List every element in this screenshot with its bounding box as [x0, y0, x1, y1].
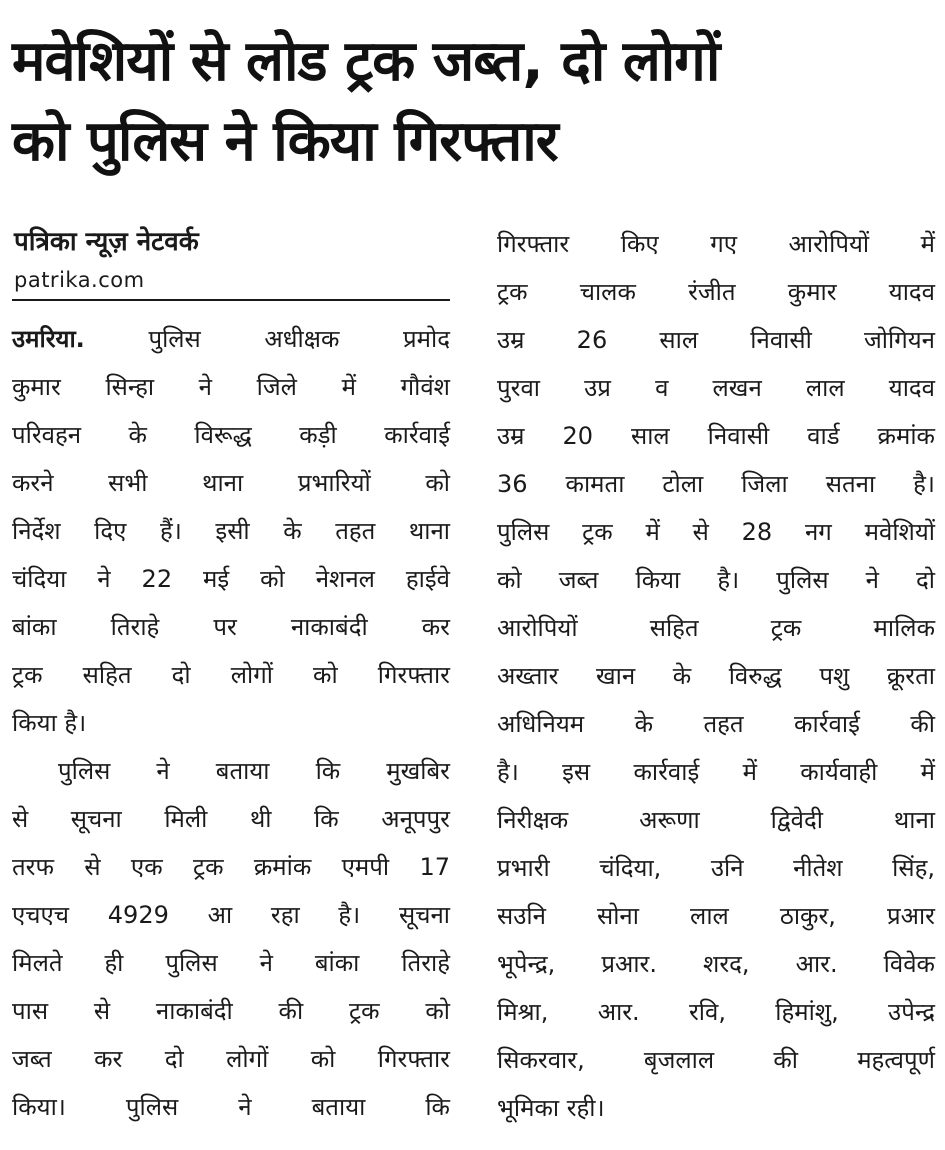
article-line: अख्तार खान के विरुद्ध पशु क्रूरता: [497, 662, 935, 690]
article-line: सउनि सोना लाल ठाकुर, प्रआर: [497, 902, 935, 930]
article-line: मिलते ही पुलिस ने बांका तिराहे: [12, 949, 450, 977]
article-line: जब्त कर दो लोगों को गिरफ्तार: [12, 1045, 450, 1073]
article-line: कुमार सिन्हा ने जिले में गौवंश: [12, 373, 450, 401]
article-line: उम्र 20 साल निवासी वार्ड क्रमांक: [497, 422, 935, 450]
article-line: उम्र 26 साल निवासी जोगियन: [497, 326, 935, 354]
byline: पत्रिका न्यूज़ नेटवर्क: [14, 227, 199, 257]
article-line: पास से नाकाबंदी की ट्रक को: [12, 997, 450, 1025]
article-column-2: [497, 220, 935, 1132]
article-line: करने सभी थाना प्रभारियों को: [12, 469, 450, 497]
article-line: को जब्त किया है। पुलिस ने दो: [497, 566, 935, 594]
article-line: बांका तिराहे पर नाकाबंदी कर: [12, 613, 450, 641]
article-line: ट्रक चालक रंजीत कुमार यादव: [497, 278, 935, 306]
article-line: 36 कामता टोला जिला सतना है।: [497, 470, 935, 498]
byline-divider: [12, 299, 450, 301]
website-link[interactable]: patrika.com: [14, 268, 145, 292]
article-line: पुलिस ट्रक में से 28 नग मवेशियों: [497, 518, 935, 546]
article-line: सिकरवार, बृजलाल की महत्वपूर्ण: [497, 1046, 935, 1074]
article-line: [12, 315, 450, 363]
article-line: पुलिस ने बताया कि मुखबिर: [58, 757, 450, 785]
dateline: उमरिया.: [12, 325, 85, 353]
article-line: एचएच 4929 आ रहा है। सूचना: [12, 901, 450, 929]
article-line: है। इस कार्रवाई में कार्यवाही में: [497, 758, 935, 786]
article-line: निरीक्षक अरूणा द्विवेदी थाना: [497, 806, 935, 834]
headline-line-1: मवेशियों से लोड ट्रक जब्त, दो लोगों: [12, 29, 720, 94]
article-line: परिवहन के विरूद्ध कड़ी कार्रवाई: [12, 421, 450, 449]
article-line: भूपेन्द्र, प्रआर. शरद, आर. विवेक: [497, 950, 935, 978]
article-line: गिरफ्तार किए गए आरोपियों में: [497, 230, 935, 258]
article-line-text: पुलिस अधीक्षक प्रमोद: [84, 325, 450, 353]
article-line: किया है।: [12, 709, 87, 737]
article-line: से सूचना मिली थी कि अनूपपुर: [12, 805, 450, 833]
article-line: ट्रक सहित दो लोगों को गिरफ्तार: [12, 661, 450, 689]
article-line: प्रभारी चंदिया, उनि नीतेश सिंह,: [497, 854, 935, 882]
article-line: भूमिका रही।: [497, 1094, 605, 1122]
article-line: अधिनियम के तहत कार्रवाई की: [497, 710, 935, 738]
article-line: आरोपियों सहित ट्रक मालिक: [497, 614, 935, 642]
article-line: तरफ से एक ट्रक क्रमांक एमपी 17: [12, 853, 450, 881]
article-line: निर्देश दिए हैं। इसी के तहत थाना: [12, 517, 450, 545]
article-line: मिश्रा, आर. रवि, हिमांशु, उपेन्द्र: [497, 998, 935, 1026]
article-line: किया। पुलिस ने बताया कि: [12, 1093, 450, 1121]
article-line: चंदिया ने 22 मई को नेशनल हाईवे: [12, 565, 450, 593]
headline: [12, 22, 937, 182]
article-column-1: [12, 315, 450, 1131]
article-line: पुरवा उप्र व लखन लाल यादव: [497, 374, 935, 402]
headline-line-2: को पुलिस ने किया गिरफ्तार: [12, 109, 558, 174]
